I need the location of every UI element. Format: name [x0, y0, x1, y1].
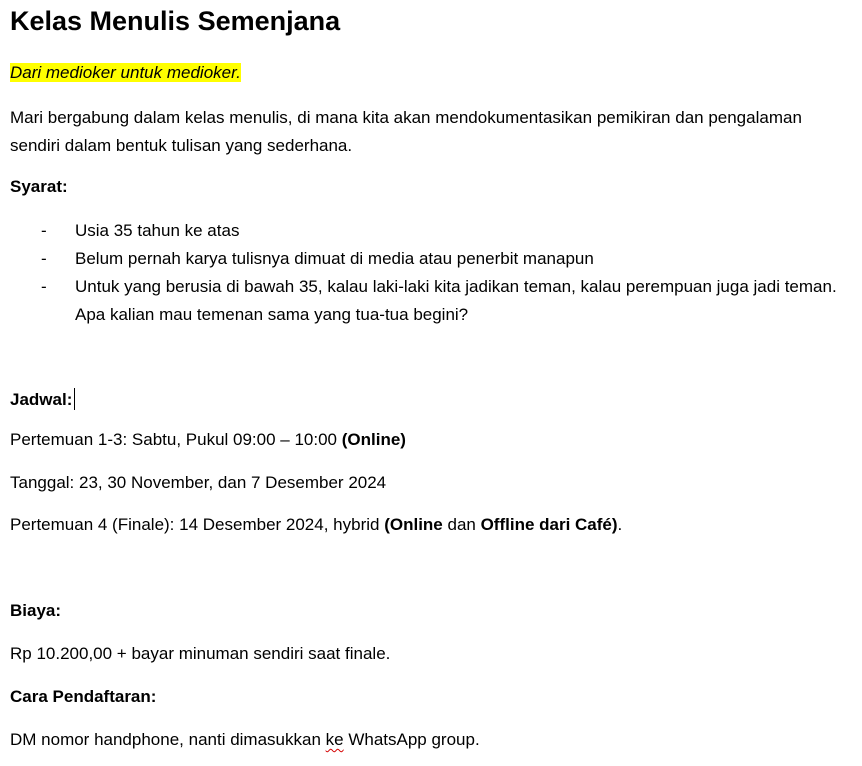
syarat-heading: Syarat: — [10, 177, 68, 196]
biaya-text: Rp 10.200,00 + bayar minuman sendiri saat finale. — [10, 644, 391, 663]
biaya-heading: Biaya: — [10, 601, 62, 620]
list-item-text: Belum pernah karya tulisnya dimuat di media atau penerbit manapun — [75, 249, 594, 268]
jadwal-pertemuan-1-3: Pertemuan 1-3: Sabtu, Pukul 09:00 – 10:00 (Online) — [10, 430, 406, 449]
syarat-list — [10, 217, 856, 329]
spellcheck-flagged-word[interactable]: ke — [325, 730, 344, 749]
list-item — [10, 245, 856, 273]
highlighted-tagline-text: Dari medioker untuk medioker. — [10, 63, 241, 82]
list-item-text: Untuk yang berusia di bawah 35, kalau laki-laki kita jadikan teman, kalau perempuan juga jadi teman. Apa kalian mau temenan sama yang tua-tua begini? — [75, 277, 837, 324]
tagline — [10, 62, 241, 84]
text-cursor — [74, 388, 75, 410]
jadwal-tanggal: Tanggal: 23, 30 November, dan 7 Desember 2024 — [10, 473, 387, 492]
dash-bullet-icon: - — [41, 221, 47, 240]
jadwal-heading: Jadwal: — [10, 388, 75, 411]
dash-bullet-icon: - — [41, 249, 47, 268]
list-item — [10, 217, 856, 245]
pendaftaran-text: DM nomor handphone, nanti dimasukkan ke WhatsApp group. — [10, 730, 480, 749]
intro-paragraph: Mari bergabung dalam kelas menulis, di mana kita akan mendokumentasikan pemikiran dan pengalaman sendiri dalam bentuk tulisan yang sederhana. — [10, 108, 802, 155]
pendaftaran-heading: Cara Pendaftaran: — [10, 687, 157, 706]
document-title: Kelas Menulis Semenjana — [10, 6, 341, 36]
list-item-text: Usia 35 tahun ke atas — [75, 221, 240, 240]
list-item — [10, 273, 856, 329]
dash-bullet-icon: - — [41, 277, 47, 296]
jadwal-pertemuan-4: Pertemuan 4 (Finale): 14 Desember 2024, hybrid (Online dan Offline dari Café). — [10, 515, 623, 534]
